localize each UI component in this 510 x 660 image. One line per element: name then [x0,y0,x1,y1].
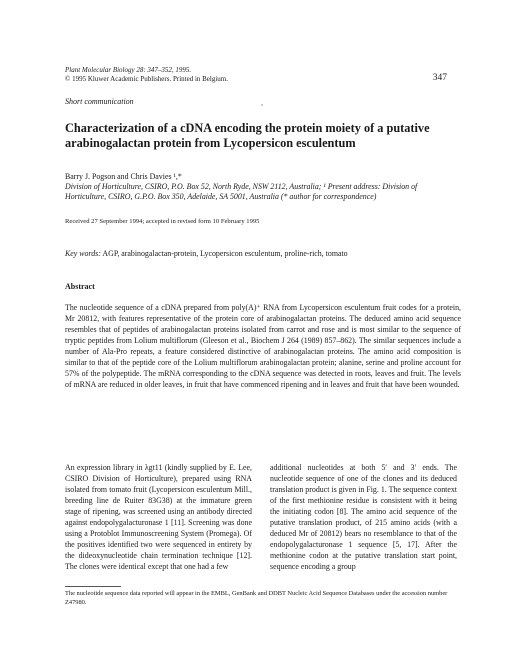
author-block [65,172,460,203]
journal-citation [65,66,228,84]
article-type: Short communication [65,97,134,106]
page-number: 347 [432,73,447,83]
journal-line-2: © 1995 Kluwer Academic Publishers. Printed in Belgium. [65,75,228,83]
keywords-line [65,249,460,258]
keywords-label: Key words: [65,249,101,258]
article-title: Characterization of a cDNA encoding the protein moiety of a putative arabinogalactan protein from Lycopersicon esculentum [65,121,430,150]
abstract-heading: Abstract [65,282,95,291]
received-dates: Received 27 September 1994; accepted in revised form 10 February 1995 [65,218,260,225]
abstract-text: The nucleotide sequence of a cDNA prepared from poly(A)⁺ RNA from Lycopersicon esculentum fruit codes for a protein, Mr 20812, with features representative of the protein core of arabinogalactan proteins. The deduced amino acid sequence resembles that of peptides of arabinogalactan proteins isolated from carrot and rose and is most similar to the sequence of tryptic peptides from Lolium multiflorum (Gleeson et al., Biochem J 264 (1989) 857–862). The similar sequences include a number of Ala-Pro repeats, a feature considered distinctive of arabinogalactan proteins. The amino acid composition is similar to that of the peptide core of the Lolium multiflorum arabinogalactan protein; alanine, serine and proline account for 57% of the polypeptide. The mRNA corresponding to the cDNA sequence was detected in roots, leaves and fruit. The levels of mRNA are reduced in older leaves, in fruit that have commenced ripening and in leaves and fruit that have been wounded. [65,303,461,389]
authors: Barry J. Pogson and Chris Davies ¹,* [65,172,182,181]
body-column-right: additional nucleotides at both 5′ and 3′ ends. The nucleotide sequence of one of the clones and its deduced translation product is given in Fig. 1. The sequence context of the first methionine residue is consistent with it being the initiating codon [8]. The amino acid sequence of the putative translation product, of 215 amino acids (with a deduced Mr of 20812) bears no resemblance to that of the endopolygalacturonase 1 sequence [5, 17]. After the methionine codon at the putative translation start point, sequence encoding a group [270,463,457,572]
footnote-rule [65,586,121,587]
scan-mark [261,104,263,106]
journal-line-1: Plant Molecular Biology 28: 347–352, 1995. [65,66,192,74]
affiliation: Division of Horticulture, CSIRO, P.O. Box 52, North Ryde, NSW 2112, Australia; ¹ Present address: Division of Horticulture, CSIRO, G.P.O. Box 350, Adelaide, SA 5001, Australia (* author for correspondence) [65,182,418,202]
footnote: The nucleotide sequence data reported will appear in the EMBL, GenBank and DDBT Nucleic Acid Sequence Databases under the accession number Z47980. [65,590,448,606]
body-column-left: An expression library in λgt11 (kindly supplied by E. Lee, CSIRO Division of Horticulture), prepared using RNA isolated from tomato fruit (Lycopersicon esculentum Mill., breeding line de Ruiter 83G38) at the immature green stage of ripening, was screened using an antibody directed against endopolygalacturonase 1 [11]. Screening was done using a Protoblot Immunoscreening System (Promega). Of the positives identified two were sequenced in entirety by the dideoxynucleotide chain termination technique [12]. The clones were identical except that one had a few [65,463,252,572]
keywords: AGP, arabinogalactan-protein, Lycopersicon esculentum, proline-rich, tomato [102,249,348,258]
